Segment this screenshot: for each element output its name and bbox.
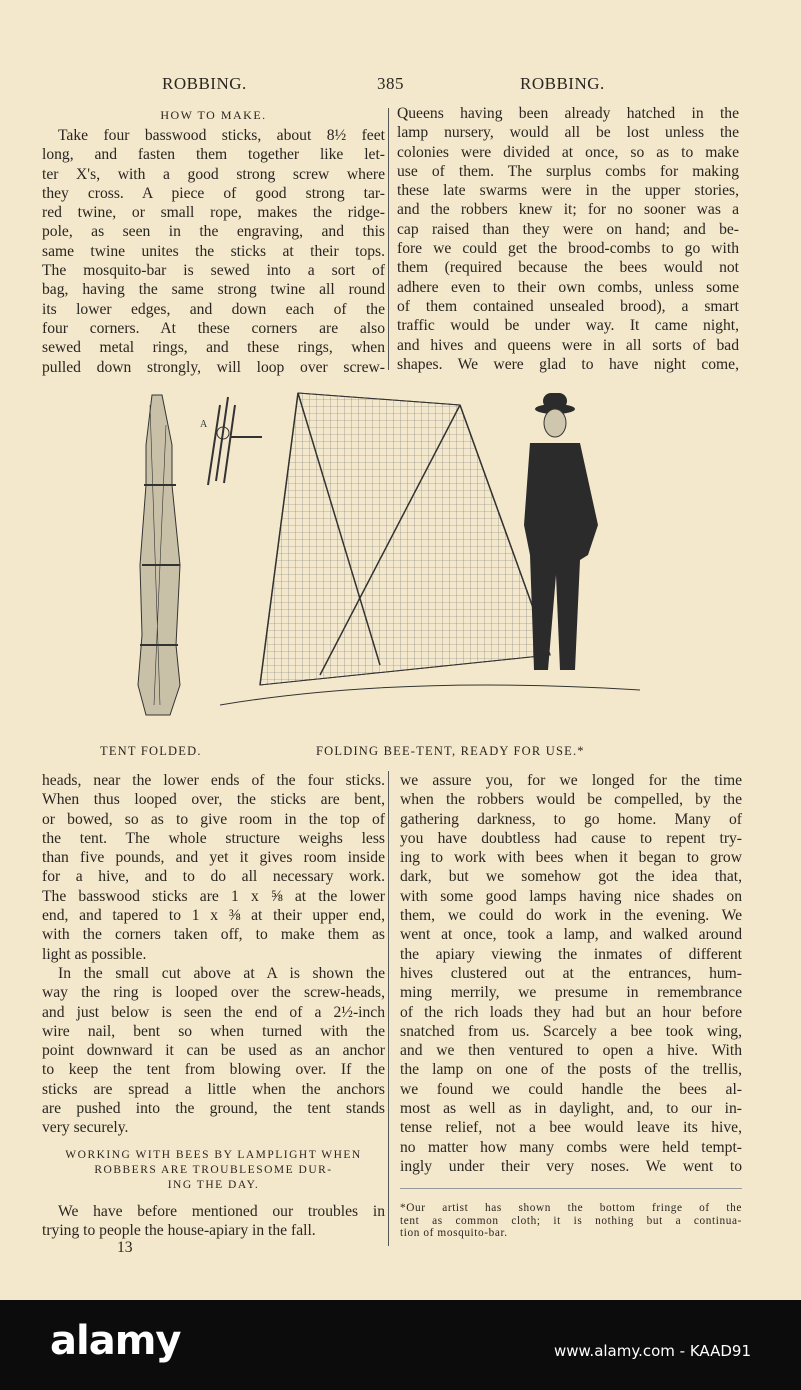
text-line: and hives and queens were in all sorts of bad (397, 336, 739, 354)
text-line: heads, near the lower ends of the four sticks. (42, 772, 385, 789)
text-line: ing to work with bees when it began to grow (400, 849, 742, 867)
text-line: the tent. The whole structure weighs less (42, 829, 385, 847)
text-line: colonies were divided at once, so as to make (397, 143, 739, 161)
text-line: the lamp on one of the posts of the trellis, (400, 1061, 742, 1079)
text-line: most as well as in daylight, and, to our in- (400, 1100, 742, 1118)
text-line: its lower edges, and down each of the (42, 300, 385, 318)
text-line: pulled down strongly, will loop over screw- (42, 358, 385, 376)
right-column-top (397, 104, 739, 374)
text-line: them (required because the bees would not (397, 259, 739, 277)
text-line: In the small cut above at A is shown the (58, 964, 385, 982)
man-figure (524, 393, 598, 670)
text-line: lamp nursery, would all be lost unless the (397, 124, 739, 142)
text-line: or bowed, so as to give room in the top of (42, 810, 385, 828)
footnote-line: tion of mosquito-bar. (400, 1227, 508, 1239)
text-line: ming merrily, we presume in remembrance (400, 984, 742, 1002)
text-line: these late swarms were in the upper stories, (397, 182, 739, 200)
column-rule (388, 108, 389, 370)
text-line: snatched from us. Scarcely a bee took wing, (400, 1022, 742, 1040)
text-line: same twine unites the sticks at their tops. (42, 242, 385, 260)
subheading-line: ROBBERS ARE TROUBLESOME DUR- (94, 1163, 333, 1176)
text-line: for a hive, and to do all necessary work. (42, 868, 385, 886)
text-line: light as possible. (42, 945, 147, 963)
text-line: of the rich loads they had but an hour before (400, 1003, 742, 1021)
text-line: them, we could do work in the evening. We (400, 907, 742, 925)
text-line: sewed metal rings, and these rings, when (42, 339, 385, 357)
text-line: When thus looped over, the sticks are bent, (42, 791, 385, 809)
text-line: fore we could get the brood-combs to go with (397, 240, 739, 258)
ring-detail-a (208, 397, 262, 485)
text-line: four corners. At these corners are also (42, 319, 385, 337)
text-line: bag, having the same strong twine all round (42, 281, 385, 299)
caption-folding-bee-tent: FOLDING BEE-TENT, READY FOR USE.* (316, 744, 585, 758)
text-line: Take four basswood sticks, about 8½ feet (58, 127, 385, 144)
text-line: we assure you, for we longed for the time (400, 772, 742, 789)
running-head-left: ROBBING. (162, 74, 247, 93)
text-line: The basswood sticks are 1 x ⅝ at the lower (42, 887, 385, 905)
text-line: when the robbers would be compelled, by the (400, 791, 742, 809)
text-line: you have doubtless had cause to repent try- (400, 829, 742, 847)
text-line: they cross. A piece of good strong tar- (42, 184, 385, 202)
right-column-bottom (400, 771, 742, 1176)
text-line: with some good lamps having nice shades on (400, 887, 742, 905)
text-line: wire nail, bent so when turned with the (42, 1022, 385, 1040)
text-line: with the corners taken off, to make them as (42, 926, 385, 944)
text-line: we found we could handle the bees al- (400, 1080, 742, 1098)
text-line: ter X's, with a good strong screw where (42, 165, 385, 183)
signature-mark: 13 (117, 1239, 133, 1257)
watermark-text: www.alamy.com - KAAD91 (554, 1342, 751, 1360)
subheading-how-to-make: HOW TO MAKE. (160, 108, 267, 122)
caption-tent-folded: TENT FOLDED. (100, 744, 202, 758)
text-line: traffic would be under way. It came night, (397, 317, 739, 335)
text-line: very securely. (42, 1119, 129, 1137)
footnote-line: tent as common cloth; it is nothing but a continua- (400, 1214, 742, 1227)
text-line: sticks are spread a little when the anchors (42, 1080, 385, 1098)
text-line: cap raised than they were on hand; and be- (397, 220, 739, 238)
folded-tent (138, 395, 180, 715)
text-line: pole, as seen in the engraving, and this (42, 223, 385, 241)
alamy-logo: alamy (50, 1318, 181, 1364)
text-line: and the robbers knew it; for no sooner was a (397, 201, 739, 219)
text-line: adhere even to their own combs, unless some (397, 278, 739, 296)
text-line: Queens having been already hatched in the (397, 105, 739, 122)
text-line: gathering darkness, to go home. Many of (400, 810, 742, 828)
footnote-line: *Our artist has shown the bottom fringe of the (400, 1202, 742, 1214)
text-line: We have before mentioned our troubles in (58, 1202, 385, 1220)
left-column-bottom (42, 771, 385, 1256)
left-column-top (42, 108, 385, 377)
text-line: ingly under their very noses. We went to (400, 1157, 742, 1175)
text-line: the apiary viewing the inmates of different (400, 945, 742, 963)
footnote (400, 1202, 742, 1240)
text-line: and we then ventured to open a hive. With (400, 1042, 742, 1060)
footnote-rule (400, 1188, 742, 1189)
bee-tent-illustration (120, 385, 660, 735)
text-line: no matter how many combs were held tempt- (400, 1138, 742, 1156)
subheading-line: ING THE DAY. (167, 1178, 260, 1191)
text-line: than five pounds, and yet it gives room inside (42, 849, 385, 867)
text-line: point downward it can be used as an anchor (42, 1042, 385, 1060)
text-line: tense relief, not a bee would leave its hive, (400, 1119, 742, 1137)
text-line: use of them. The surplus combs for making (397, 162, 739, 180)
subheading-line: WORKING WITH BEES BY LAMPLIGHT WHEN (65, 1148, 362, 1161)
text-line: long, and fasten them together like let- (42, 146, 385, 164)
text-line: hives clustered out at the entrances, hum- (400, 964, 742, 982)
running-head-right: ROBBING. (520, 74, 605, 93)
label-a: A (200, 419, 208, 430)
subheading-lamplight (42, 1148, 385, 1193)
text-line: way the ring is looped over the screw-heads, (42, 984, 385, 1002)
text-line: and just below is seen the end of a 2½-inch (42, 1003, 385, 1021)
text-line: trying to people the house-apiary in the fall. (42, 1221, 316, 1239)
text-line: red twine, or small rope, makes the ridge- (42, 204, 385, 222)
column-rule (388, 771, 389, 1246)
text-line: The mosquito-bar is sewed into a sort of (42, 262, 385, 280)
text-line: shapes. We were glad to have night come, (397, 355, 739, 373)
text-line: to keep the tent from blowing over. If the (42, 1061, 385, 1079)
text-line: of them contained unsealed brood), a smart (397, 297, 739, 315)
text-line: dark, but we somehow got the idea that, (400, 868, 742, 886)
page-number: 385 (377, 74, 404, 93)
text-line: end, and tapered to 1 x ⅜ at their upper end, (42, 907, 385, 925)
text-line: are pushed into the ground, the tent stands (42, 1100, 385, 1118)
text-line: went at once, took a lamp, and walked around (400, 926, 742, 944)
watermark-bar (0, 1300, 801, 1390)
